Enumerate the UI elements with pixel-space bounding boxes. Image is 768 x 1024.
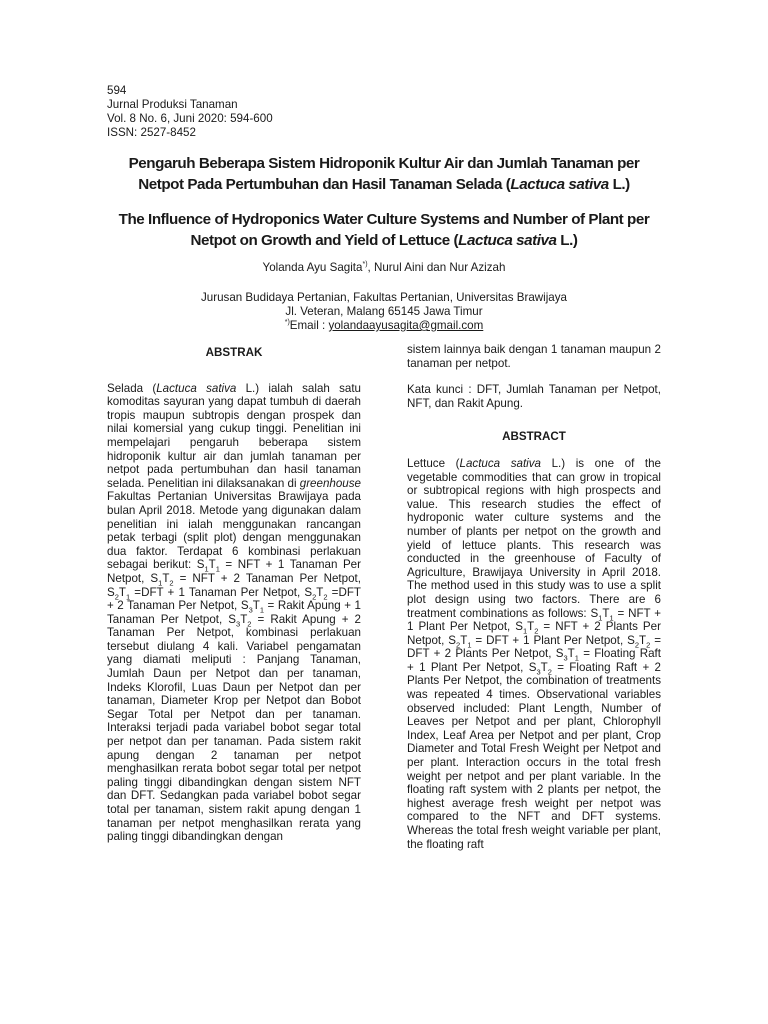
subscript: 1 bbox=[259, 605, 264, 615]
title-english-species: Lactuca sativa bbox=[458, 232, 557, 249]
abstract-text: = DFT + 1 Plant Per Netpot, S bbox=[471, 633, 635, 647]
title-english-line2-text: Netpot on Growth and Yield of Lettuce ( bbox=[190, 232, 459, 249]
journal-volume: Vol. 8 No. 6, Juni 2020: 594-600 bbox=[107, 112, 273, 125]
subscript: 1 bbox=[204, 564, 209, 574]
abstract-text: T bbox=[527, 620, 535, 634]
title-indonesian-line2-end: L.) bbox=[608, 176, 630, 193]
abstrak-text: T bbox=[118, 585, 126, 599]
subscript: 1 bbox=[523, 626, 528, 636]
abstract-species: Lactuca sativa bbox=[459, 456, 541, 470]
journal-header bbox=[107, 84, 273, 140]
title-indonesian-line2 bbox=[70, 174, 698, 195]
subscript: 2 bbox=[456, 640, 461, 649]
abstract-text: T bbox=[602, 606, 610, 620]
abstract-text: = Floating Raft + 2 Plants Per Netpot, the combination of treatments was repeated 4 times. Observational variables observed included: Plant Length, Number of Leaves per Netpot and per plant, Chlorophyll Index, Leaf Area per Netpot and per plant, Crop Diameter and Total Fresh Weight per Netpot and per plant. Interaction occurs in the total fresh weight per netpot and per plant variable. In the floating raft system with 2 plants per netpot, the highest average fresh weight per netpot was compared to the NFT and DFT systems. Whereas the total fresh weight variable per plant, the floating raft bbox=[407, 660, 662, 851]
abstrak-species: Lactuca sativa bbox=[156, 381, 237, 395]
abstrak-text: T bbox=[240, 612, 248, 626]
abstrak-body bbox=[107, 382, 361, 844]
abstrak-text: T bbox=[316, 585, 324, 599]
subscript: 1 bbox=[158, 578, 163, 588]
subscript: 2 bbox=[547, 667, 552, 677]
abstrak-text: = Rakit Apung + 1 Tanaman Per Netpot, S bbox=[107, 599, 361, 626]
subscript: 2 bbox=[312, 591, 317, 601]
email-link[interactable]: yolandaayusagita@gmail.com bbox=[328, 319, 484, 332]
abstrak-text: = NFT + 1 Tanaman Per Netpot, S bbox=[107, 558, 361, 585]
subscript: 2 bbox=[323, 591, 328, 601]
abstrak-text: T bbox=[208, 558, 216, 572]
abstract-text: = NFT + 1 Plant Per Netpot, S bbox=[407, 606, 661, 634]
subscript: 2 bbox=[169, 578, 174, 588]
abstrak-continuation: sistem lainnya baik dengan 1 tanaman maupun 2 tanaman per netpot. bbox=[407, 343, 661, 370]
subscript: 2 bbox=[534, 626, 539, 636]
abstrak-text: L.) ialah salah satu komoditas sayuran yang dapat tumbuh di daerah tropis maupun subtropis dengan prospek dan nilai komersial yang cukup tinggi. Penelitian ini mempelajari pengaruh beberapa sistem hidroponik kultur air dan jumlah tanaman per netpot pada pertumbuhan dan hasil tanaman selada. Penelitian ini dilaksanakan di bbox=[107, 381, 361, 490]
subscript: 3 bbox=[536, 667, 541, 677]
email-mark: *) bbox=[284, 319, 290, 327]
abstract-text: Lettuce ( bbox=[407, 456, 460, 470]
subscript: 1 bbox=[126, 591, 131, 601]
title-indonesian bbox=[70, 153, 698, 195]
title-english-line2 bbox=[70, 230, 698, 251]
author-first: Yolanda Ayu Sagita bbox=[262, 261, 363, 274]
author-others: , Nurul Aini dan Nur Azizah bbox=[367, 261, 506, 274]
author-mark: *) bbox=[362, 261, 368, 269]
journal-name: Jurnal Produksi Tanaman bbox=[107, 98, 238, 111]
subscript: 2 bbox=[646, 640, 651, 649]
journal-issn: ISSN: 2527-8452 bbox=[107, 126, 196, 139]
abstrak-text: T bbox=[252, 599, 260, 613]
email-label: Email : bbox=[289, 319, 329, 332]
title-indonesian-species: Lactuca sativa bbox=[510, 176, 609, 193]
abstract-text: T bbox=[540, 660, 548, 674]
abstract-text: L.) is one of the vegetable commodities that can grow in tropical or subtropical regions with high prospects and value. This research studies the effect of hydroponic water culture systems and the number of plants per netpot on the growth and yield of lettuce plants. This research was conducted in the greenhouse of Faculty of Agriculture, Brawijaya University in April 2018. The method used in this study was to use a split plot design using two factors. There are 6 treatment combinations as follows: S bbox=[407, 456, 662, 620]
title-indonesian-line2-text: Netpot Pada Pertumbuhan dan Hasil Tanaman Selada ( bbox=[138, 176, 511, 193]
abstrak-text: Selada ( bbox=[107, 381, 157, 395]
abstrak-text: T bbox=[162, 571, 170, 585]
title-english-line1: The Influence of Hydroponics Water Culture Systems and Number of Plant per bbox=[118, 211, 650, 228]
subscript: 1 bbox=[598, 612, 603, 622]
abstrak-text: Fakultas Pertanian Universitas Brawijaya pada bulan April 2018. Metode yang digunakan dalam penelitian ini ialah menggunakan rancangan petak terbagi (split plot) dengan menggunakan dua faktor. Terdapat 6 kombinasi perlakuan sebagai berikut: S bbox=[107, 490, 361, 572]
abstrak-greenhouse: greenhouse bbox=[299, 476, 361, 490]
affiliation-line1: Jurusan Budidaya Pertanian, Fakultas Pertanian, Universitas Brawijaya bbox=[200, 291, 568, 304]
subscript: 3 bbox=[236, 619, 241, 628]
abstrak-text: =DFT + 1 Tanaman Per Netpot, S bbox=[130, 585, 313, 599]
affiliation-email bbox=[0, 319, 768, 333]
abstract-text: = NFT + 2 Plants Per Netpot, S bbox=[407, 620, 661, 647]
abstract-text: T bbox=[567, 647, 575, 661]
abstrak-heading: ABSTRAK bbox=[205, 346, 263, 359]
abstract-text: T bbox=[460, 633, 468, 647]
abstract-body bbox=[407, 457, 661, 851]
subscript: 1 bbox=[215, 564, 220, 574]
abstrak-text: =DFT + 2 Tanaman Per Netpot, S bbox=[107, 585, 361, 613]
keywords-indonesian: Kata kunci : DFT, Jumlah Tanaman per Netpot, NFT, dan Rakit Apung. bbox=[407, 383, 661, 410]
title-indonesian-line1: Pengaruh Beberapa Sistem Hidroponik Kultur Air dan Jumlah Tanaman per bbox=[128, 155, 640, 172]
subscript: 1 bbox=[609, 612, 614, 622]
page-number: 594 bbox=[107, 84, 127, 97]
affiliation-line2: Jl. Veteran, Malang 65145 Jawa Timur bbox=[285, 305, 483, 318]
subscript: 2 bbox=[634, 640, 640, 649]
authors bbox=[0, 261, 768, 274]
abstract-text: = DFT + 2 Plants Per Netpot, S bbox=[407, 633, 661, 661]
left-column bbox=[107, 343, 361, 844]
subscript: 3 bbox=[563, 653, 568, 663]
subscript: 2 bbox=[247, 619, 252, 628]
title-english-line2-end: L.) bbox=[556, 232, 578, 249]
abstract-heading: ABSTRACT bbox=[502, 430, 566, 444]
abstrak-text: = NFT + 2 Tanaman Per Netpot, S bbox=[107, 571, 361, 599]
subscript: 3 bbox=[248, 605, 253, 615]
title-english bbox=[70, 209, 698, 251]
subscript: 1 bbox=[574, 653, 579, 663]
abstract-text: T bbox=[639, 633, 647, 647]
affiliation bbox=[0, 291, 768, 333]
right-column bbox=[407, 343, 661, 851]
abstrak-text: = Rakit Apung + 2 Tanaman Per Netpot, kombinasi perlakuan tersebut diulang 4 kali. Variabel pengamatan yang diamati meliputi : Panjang Tanaman, Jumlah Daun per Netpot dan per tanaman, Indeks Klorofil, Luas Daun per Netpot dan per tanaman, Diameter Krop per Netpot dan Bobot Segar Total per Netpot dan per tanaman. Interaksi terjadi pada variabel bobot segar total per netpot dan per tanaman. Pada sistem rakit apung dengan 2 tanaman per netpot menghasilkan rerata bobot segar total per netpot paling tinggi dibandingkan dengan sistem NFT dan DFT. Sedangkan pada variabel bobot segar total per tanaman, sistem rakit apung dengan 1 tanaman per netpot menghasilkan rerata yang paling tinggi dibandingkan dengan bbox=[107, 612, 361, 844]
subscript: 2 bbox=[114, 591, 119, 601]
abstract-text: = Floating Raft + 1 Plant Per Netpot, S bbox=[407, 647, 662, 674]
subscript: 1 bbox=[467, 640, 472, 649]
